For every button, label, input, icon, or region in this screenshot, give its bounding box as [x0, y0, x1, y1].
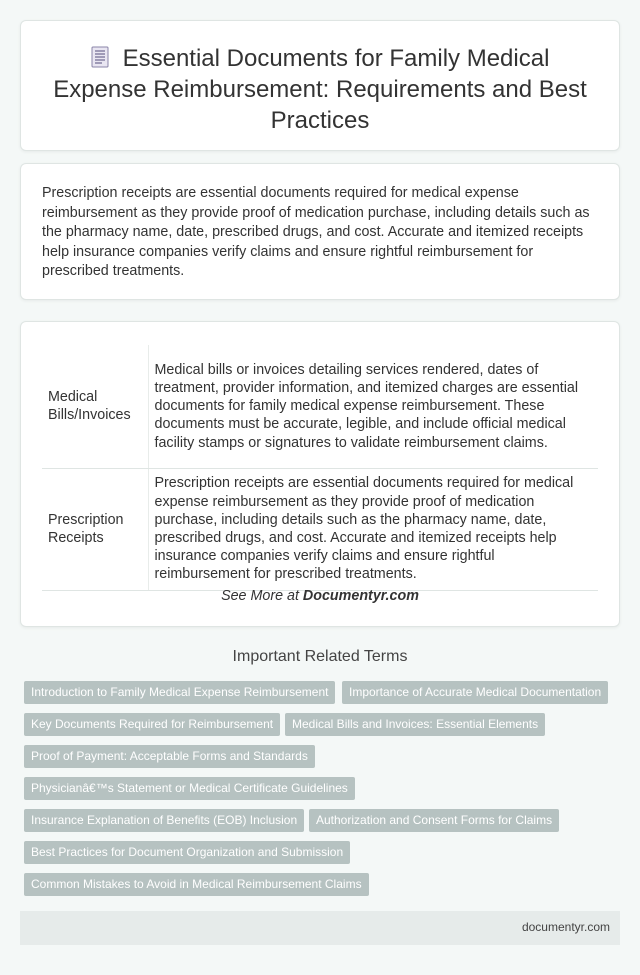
- see-more-site[interactable]: Documentyr.com: [302, 588, 419, 604]
- related-term-tag[interactable]: Medical Bills and Invoices: Essential Elements: [285, 713, 545, 736]
- document-icon: [91, 46, 109, 68]
- table-row: [42, 345, 598, 468]
- see-more-prefix: See More at: [221, 588, 303, 604]
- intro-paragraph: Prescription receipts are essential documents required for medical expense reimbursement as they provide proof of medication purchase, including details such as the pharmacy name, date, prescribed drugs, and cost. Accurate and itemized receipts help insurance companies verify claims and ensure rightful reimbursement for prescribed treatments.: [42, 185, 590, 280]
- table-description-cell: Medical bills or invoices detailing services rendered, dates of treatment, provider information, and itemized charges are essential documents for family medical expense reimbursement. These documents must be accurate, legible, and include official medical facility stamps or signatures to validate reimbursement claims.: [148, 345, 598, 468]
- table-term-cell: Prescription Receipts: [42, 468, 148, 590]
- related-term-tag[interactable]: Best Practices for Document Organization and Submission: [24, 841, 350, 864]
- table-term-cell: Medical Bills/Invoices: [42, 345, 148, 468]
- documents-table: [42, 345, 598, 591]
- page-title-text: Essential Documents for Family Medical Expense Reimbursement: Requirements and Best Practices: [53, 45, 587, 134]
- related-term-tag[interactable]: Importance of Accurate Medical Documentation: [342, 681, 608, 704]
- related-term-tag[interactable]: Introduction to Family Medical Expense Reimbursement: [24, 681, 335, 704]
- intro-card: [20, 163, 620, 300]
- related-term-tag[interactable]: Proof of Payment: Acceptable Forms and Standards: [24, 745, 315, 768]
- see-more-link[interactable]: [21, 588, 619, 604]
- table-description-cell: Prescription receipts are essential documents required for medical expense reimbursement as they provide proof of medication purchase, including details such as the pharmacy name, date, prescribed drugs, and cost. Accurate and itemized receipts help insurance companies verify claims and ensure rightful reimbursement for prescribed treatments.: [148, 468, 598, 590]
- footer-site-link[interactable]: documentyr.com: [521, 920, 610, 934]
- related-term-tag[interactable]: Insurance Explanation of Benefits (EOB) Inclusion: [24, 809, 304, 832]
- title-card: [20, 20, 620, 151]
- related-term-tag[interactable]: Key Documents Required for Reimbursement: [24, 713, 280, 736]
- footer-bar: [20, 911, 620, 945]
- documents-table-card: [20, 321, 620, 627]
- table-row: [42, 468, 598, 590]
- page-title: [51, 43, 589, 136]
- related-terms-title: Important Related Terms: [232, 648, 408, 665]
- related-term-tag[interactable]: Authorization and Consent Forms for Claims: [309, 809, 559, 832]
- related-term-tag[interactable]: Physicianâ€™s Statement or Medical Certificate Guidelines: [24, 777, 355, 800]
- related-term-tag[interactable]: Common Mistakes to Avoid in Medical Reimbursement Claims: [24, 873, 369, 896]
